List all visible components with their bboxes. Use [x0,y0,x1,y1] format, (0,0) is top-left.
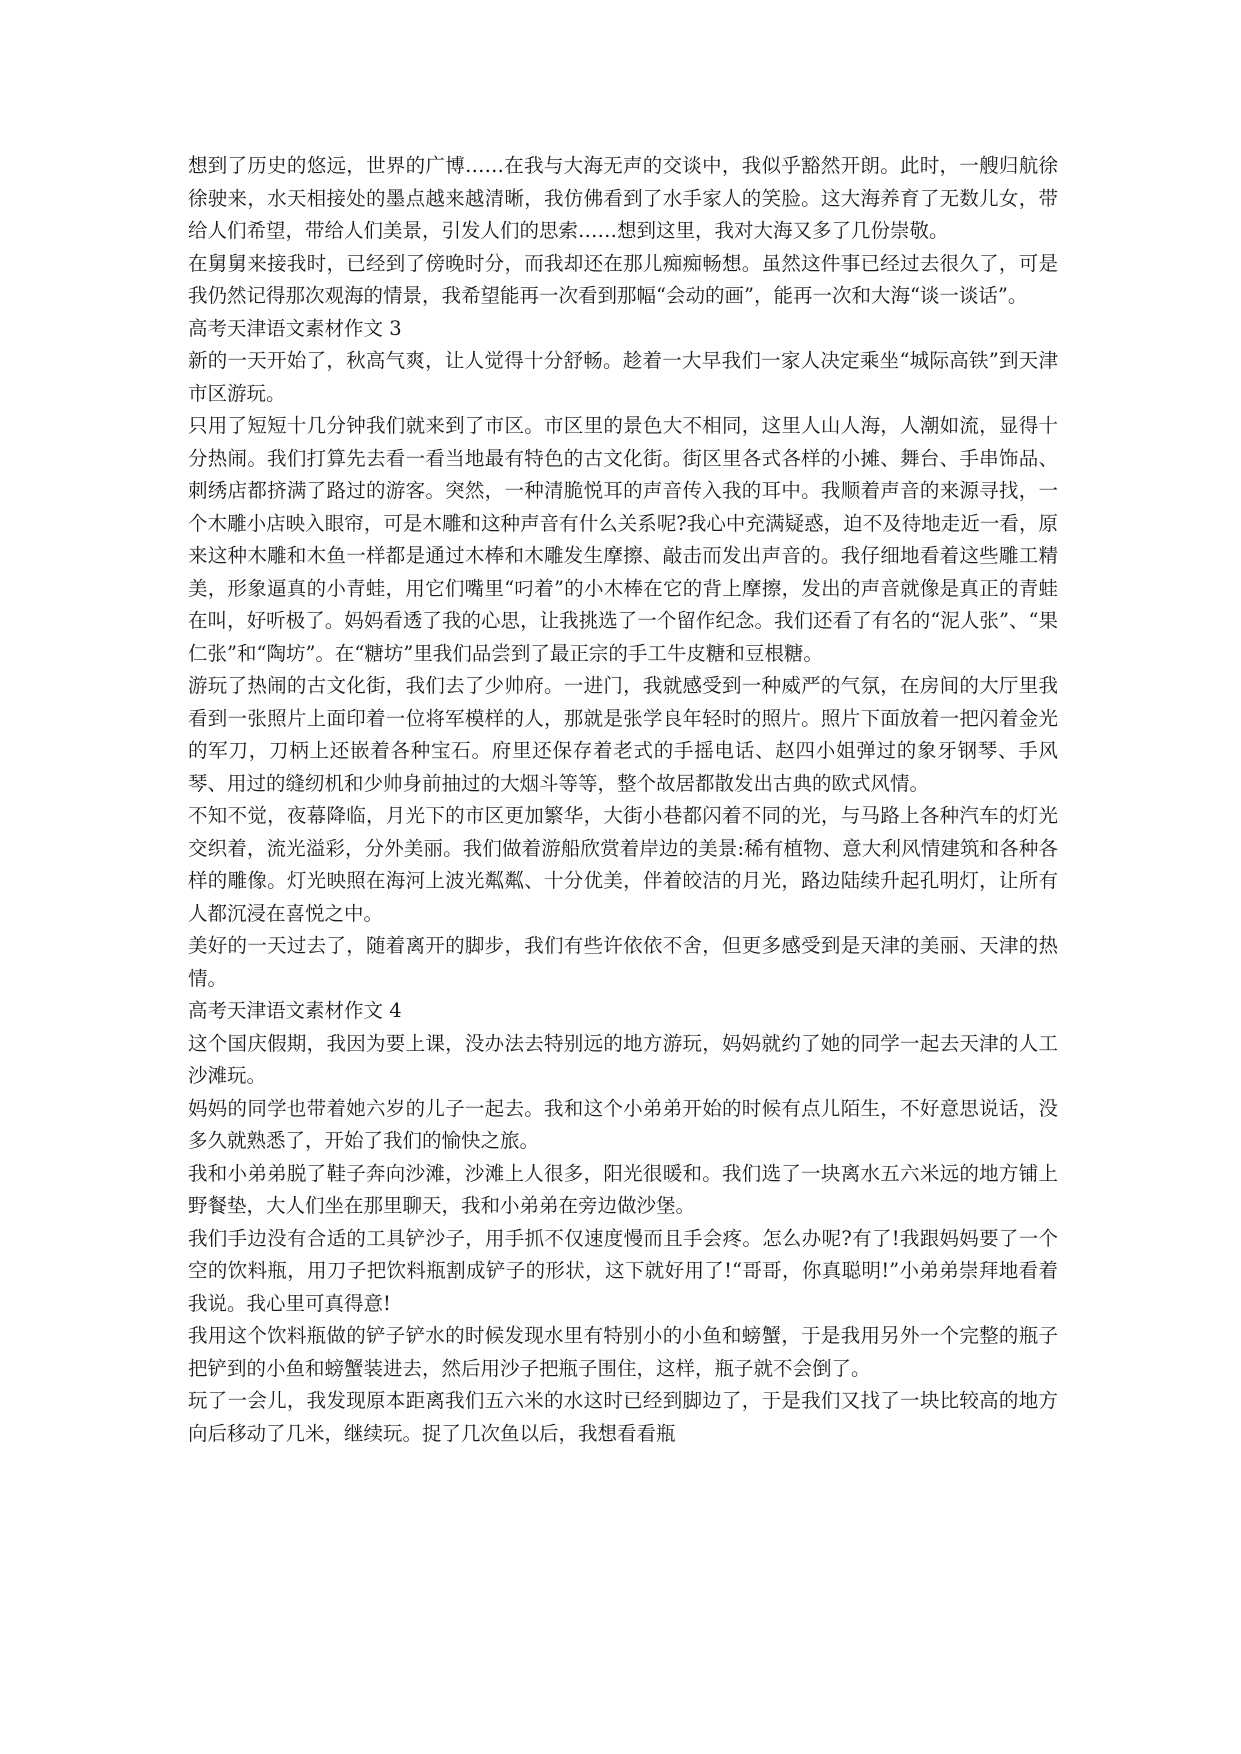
document-body [188,150,1058,1450]
paragraph: 想到了历史的悠远，世界的广博……在我与大海无声的交谈中，我似乎豁然开朗。此时，一艘归航徐徐驶来，水天相接处的墨点越来越清晰，我仿佛看到了水手家人的笑脸。这大海养育了无数儿女，带给人们希望，带给人们美景，引发人们的思索……想到这里，我对大海又多了几份崇敬。 [188,154,1058,242]
section-heading: 高考天津语文素材作文 4 [188,999,402,1022]
paragraph: 妈妈的同学也带着她六岁的儿子一起去。我和这个小弟弟开始的时候有点儿陌生，不好意思说话，没多久就熟悉了，开始了我们的愉快之旅。 [188,1096,1058,1152]
paragraph: 我们手边没有合适的工具铲沙子，用手抓不仅速度慢而且手会疼。怎么办呢?有了!我跟妈妈要了一个空的饮料瓶，用刀子把饮料瓶割成铲子的形状，这下就好用了!“哥哥，你真聪明!”小弟弟崇拜地看着我说。我心里可真得意! [188,1226,1058,1315]
paragraph: 只用了短短十几分钟我们就来到了市区。市区里的景色大不相同，这里人山人海，人潮如流，显得十分热闹。我们打算先去看一看当地最有特色的古文化街。街区里各式各样的小摊、舞台、手串饰品、刺绣店都挤满了路过的游客。突然，一种清脆悦耳的声音传入我的耳中。我顺着声音的来源寻找，一个木雕小店映入眼帘，可是木雕和这种声音有什么关系呢?我心中充满疑惑，迫不及待地走近一看，原来这种木雕和木鱼一样都是通过木棒和木雕发生摩擦、敲击而发出声音的。我仔细地看着这些雕工精美，形象逼真的小青蛙，用它们嘴里“叼着”的小木棒在它的背上摩擦，发出的声音就像是真正的青蛙在叫，好听极了。妈妈看透了我的心思，让我挑选了一个留作纪念。我们还看了有名的“泥人张”、“果仁张”和“陶坊”。在“糖坊”里我们品尝到了最正宗的手工牛皮糖和豆根糖。 [188,414,1058,665]
paragraph: 我和小弟弟脱了鞋子奔向沙滩，沙滩上人很多，阳光很暖和。我们选了一块离水五六米远的地方铺上野餐垫，大人们坐在那里聊天，我和小弟弟在旁边做沙堡。 [188,1161,1058,1217]
paragraph: 游玩了热闹的古文化街，我们去了少帅府。一进门，我就感受到一种威严的气氛，在房间的大厅里我看到一张照片上面印着一位将军模样的人，那就是张学良年轻时的照片。照片下面放着一把闪着金光的军刀，刀柄上还嵌着各种宝石。府里还保存着老式的手摇电话、赵四小姐弹过的象牙钢琴、手风琴、用过的缝纫机和少帅身前抽过的大烟斗等等，整个故居都散发出古典的欧式风情。 [188,674,1058,795]
paragraph: 这个国庆假期，我因为要上课，没办法去特别远的地方游玩，妈妈就约了她的同学一起去天津的人工沙滩玩。 [188,1031,1058,1087]
paragraph: 新的一天开始了，秋高气爽，让人觉得十分舒畅。趁着一大早我们一家人决定乘坐“城际高铁”到天津市区游玩。 [188,349,1058,405]
paragraph: 在舅舅来接我时，已经到了傍晚时分，而我却还在那儿痴痴畅想。虽然这件事已经过去很久了，可是我仍然记得那次观海的情景，我希望能再一次看到那幅“会动的画”，能再一次和大海“谈一谈话”。 [188,251,1058,307]
paragraph: 美好的一天过去了，随着离开的脚步，我们有些许依依不舍，但更多感受到是天津的美丽、天津的热情。 [188,934,1058,990]
paragraph: 我用这个饮料瓶做的铲子铲水的时候发现水里有特别小的小鱼和螃蟹，于是我用另外一个完整的瓶子把铲到的小鱼和螃蟹装进去，然后用沙子把瓶子围住，这样，瓶子就不会倒了。 [188,1324,1058,1380]
section-heading: 高考天津语文素材作文 3 [188,316,402,340]
paragraph: 不知不觉，夜幕降临，月光下的市区更加繁华，大街小巷都闪着不同的光，与马路上各种汽车的灯光交织着，流光溢彩，分外美丽。我们做着游船欣赏着岸边的美景:稀有植物、意大利风情建筑和各种各样的雕像。灯光映照在海河上波光粼粼、十分优美，伴着皎洁的月光，路边陆续升起孔明灯，让所有人都沉浸在喜悦之中。 [188,804,1058,925]
paragraph: 玩了一会儿，我发现原本距离我们五六米的水这时已经到脚边了，于是我们又找了一块比较高的地方向后移动了几米，继续玩。捉了几次鱼以后，我想看看瓶 [188,1389,1058,1445]
